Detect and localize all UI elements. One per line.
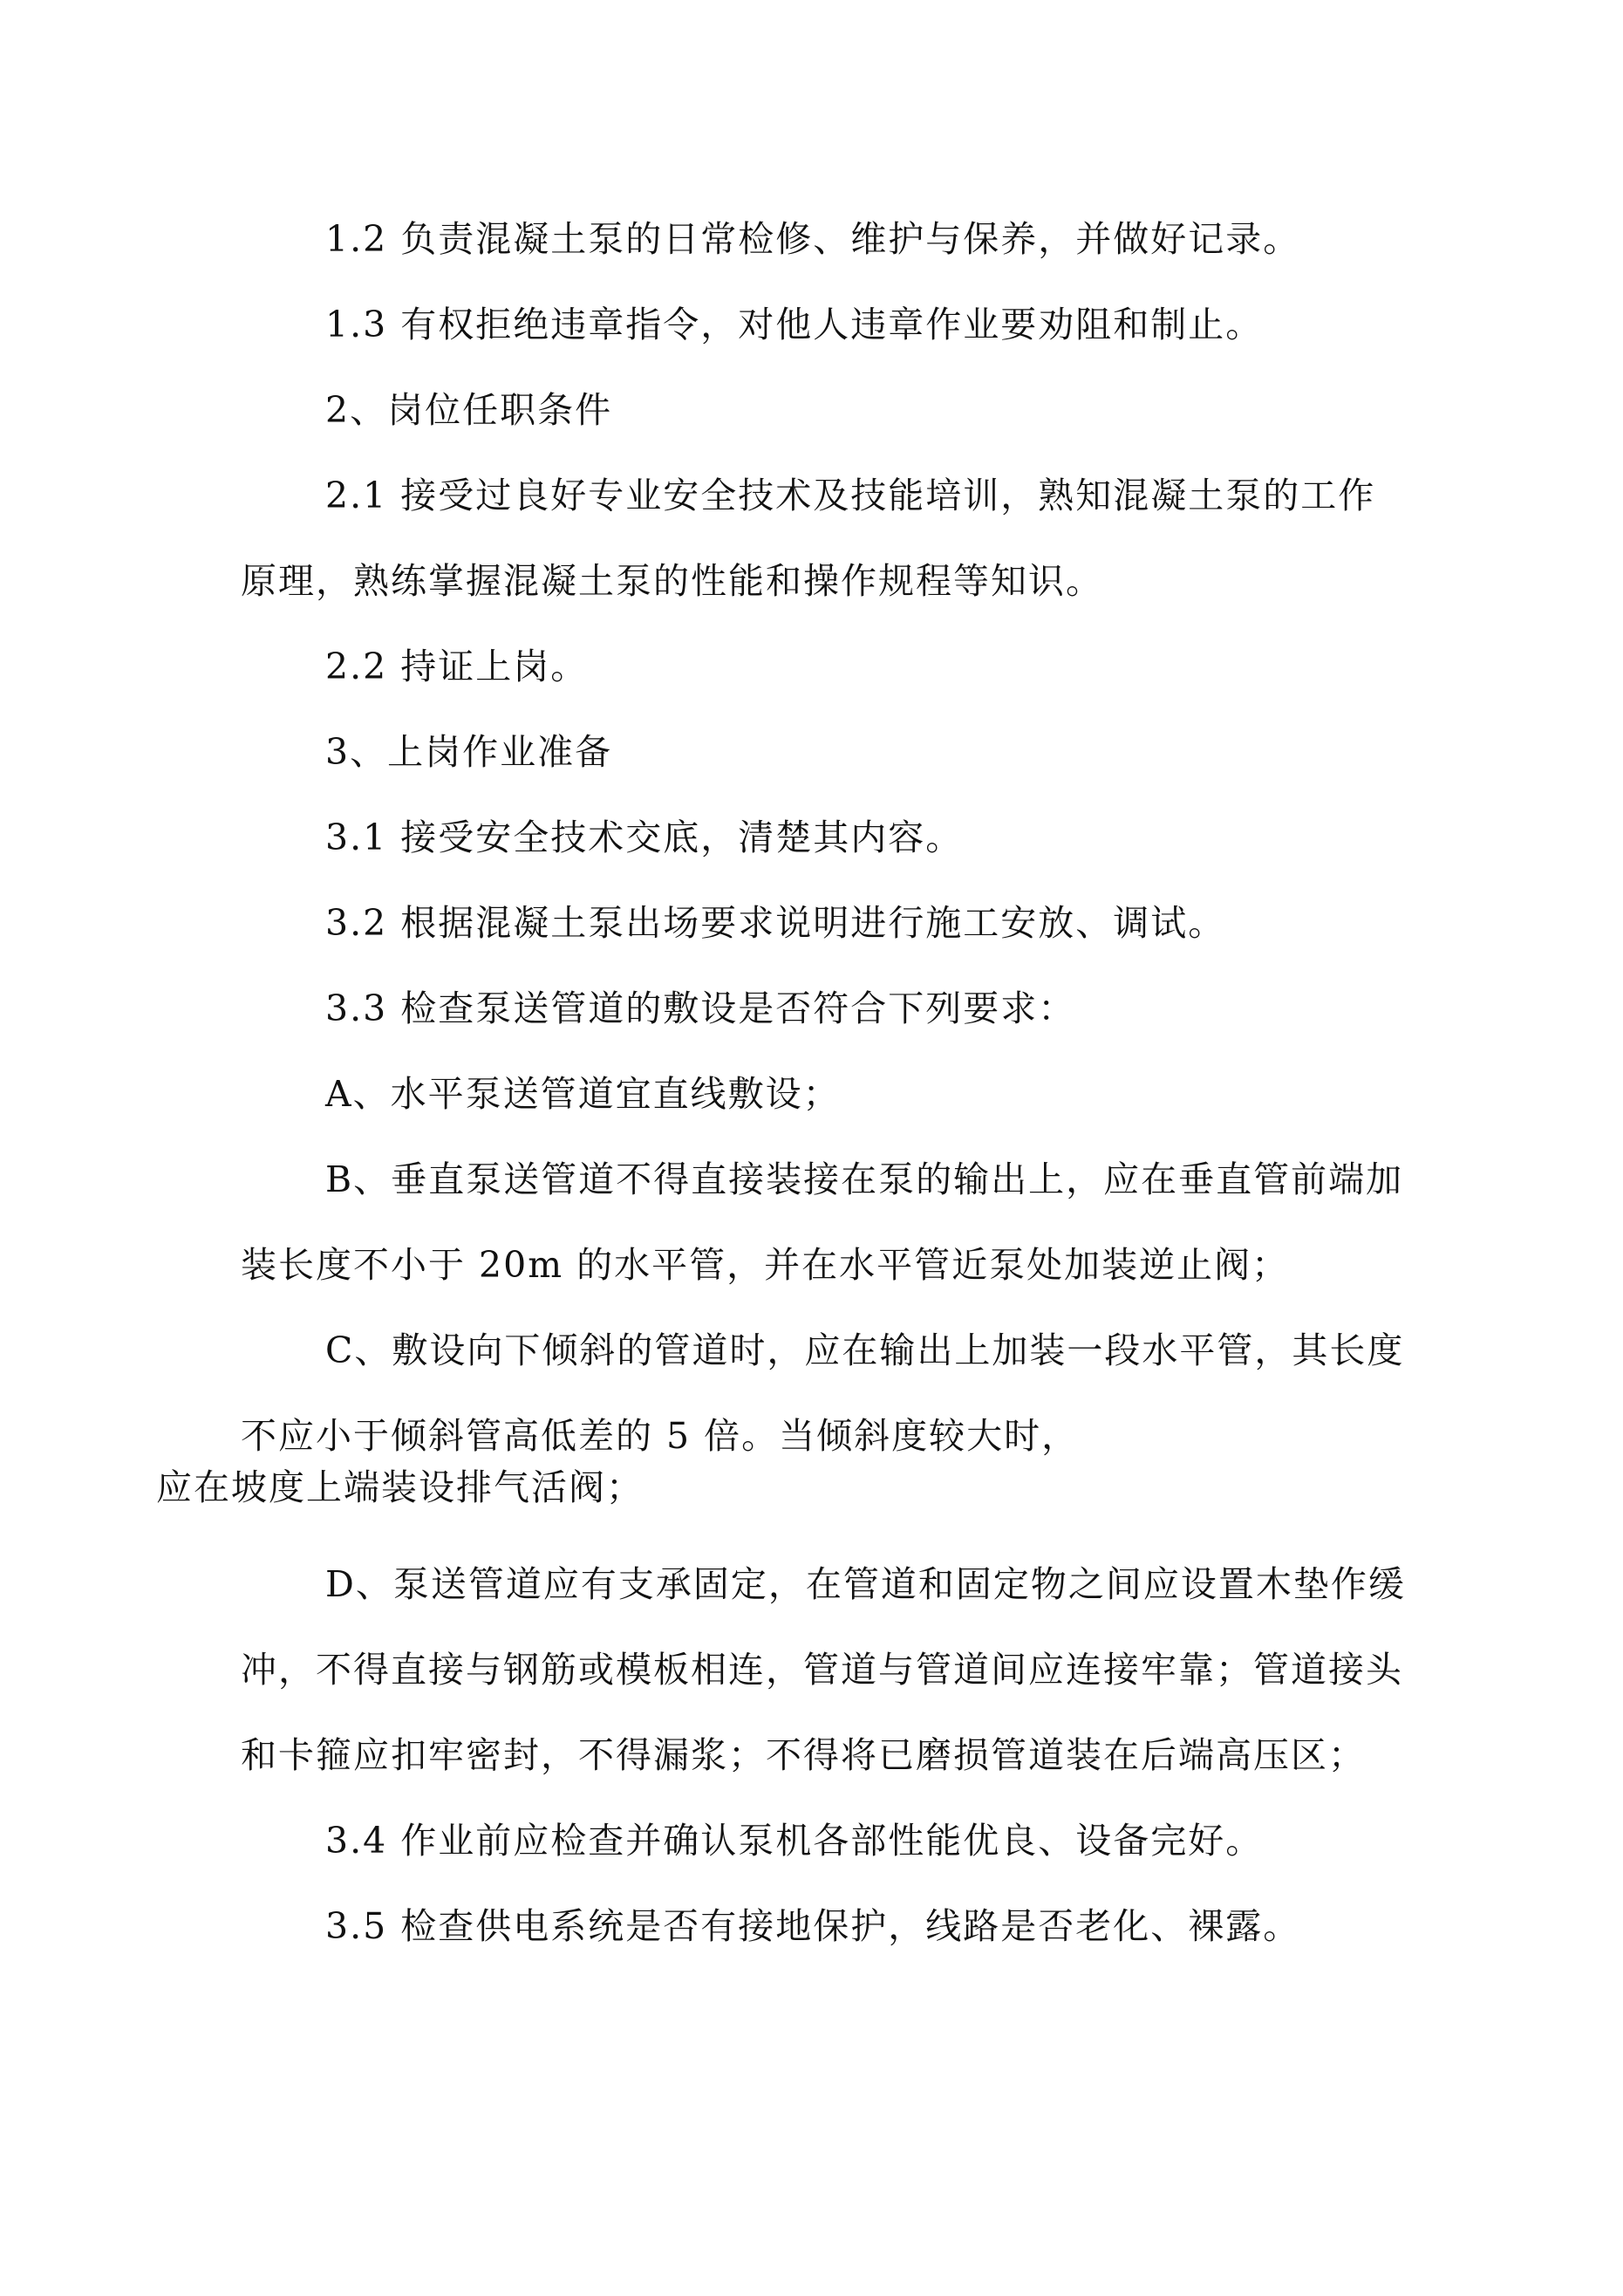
section-heading-2: 2、岗位任职条件 bbox=[325, 389, 613, 431]
item-d: D、泵送管道应有支承固定，在管道和固定物之间应设置木垫作缓冲，不得直接与钢筋或模板相连，管道与管道间应连接牢靠；管道接头和卡箍应扣牢密封，不得漏浆；不得将已磨损管道装在后端高压区； bbox=[241, 1563, 1406, 1776]
item-c-continuation: 应在坡度上端装设排气活阀； bbox=[156, 1466, 644, 1508]
paragraph-2-2: 2.2 持证上岗。 bbox=[325, 646, 589, 687]
paragraph-3-3: 3.3 检查泵送管道的敷设是否符合下列要求： bbox=[325, 987, 1076, 1029]
paragraph-3-2: 3.2 根据混凝土泵出场要求说明进行施工安放、调试。 bbox=[325, 902, 1226, 944]
item-c bbox=[156, 1308, 1409, 1519]
paragraph-3-5: 3.5 检查供电系统是否有接地保护，线路是否老化、裸露。 bbox=[325, 1905, 1301, 1947]
document-body bbox=[156, 196, 1409, 1969]
paragraph-2-1: 2.1 接受过良好专业安全技术及技能培训，熟知混凝土泵的工作原理，熟练掌握混凝土泵的性能和操作规程等知识。 bbox=[241, 475, 1376, 602]
section-heading-3: 3、上岗作业准备 bbox=[325, 731, 613, 773]
paragraph-1-2: 1.2 负责混凝土泵的日常检修、维护与保养，并做好记录。 bbox=[325, 218, 1301, 260]
item-c-main: C、敷设向下倾斜的管道时，应在输出上加装一段水平管，其长度不应小于倾斜管高低差的 5 倍。当倾斜度较大时， bbox=[241, 1329, 1405, 1457]
paragraph-3-4: 3.4 作业前应检查并确认泵机各部性能优良、设备完好。 bbox=[325, 1820, 1264, 1862]
item-b: B、垂直泵送管道不得直接装接在泵的输出上，应在垂直管前端加装长度不小于 20m 的水平管，并在水平管近泵处加装逆止阀； bbox=[241, 1158, 1404, 1286]
paragraph-1-3: 1.3 有权拒绝违章指令，对他人违章作业要劝阻和制止。 bbox=[325, 304, 1264, 345]
item-a: A、水平泵送管道宜直线敷设； bbox=[325, 1073, 841, 1115]
paragraph-3-1: 3.1 接受安全技术交底，清楚其内容。 bbox=[325, 817, 964, 858]
